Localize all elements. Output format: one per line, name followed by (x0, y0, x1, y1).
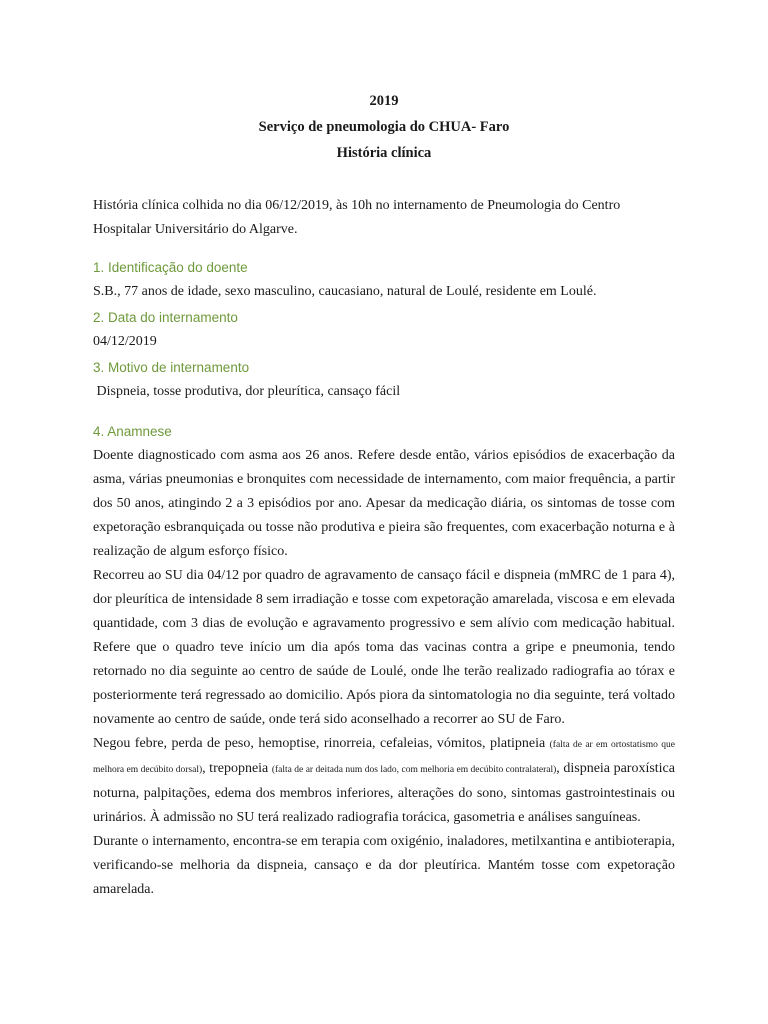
section-heading-motivo: 3. Motivo de internamento (93, 360, 250, 375)
anamnese-p3-part-e: , dispneia paroxística noturna, palpitações, edema dos membros inferiores, alterações do sono, sintomas gastrointestinais ou urinários. À admissão no SU terá realizado radiografia torácica, gasometria e análises sanguíneas. (93, 761, 675, 825)
section-text-motivo: Dispneia, tosse produtiva, dor pleurítica, cansaço fácil (93, 384, 401, 399)
anamnese-p3-part-c: , trepopneia (202, 761, 272, 776)
anamnese-paragraph-1: Doente diagnosticado com asma aos 26 anos. Refere desde então, vários episódios de exacerbação da asma, várias pneumonias e bronquites com necessidade de internamento, com maior frequência, a partir dos 50 anos, atingindo 2 a 3 episódios por ano. Apesar da medicação diária, os sintomas de tosse com expetoração esbranquiçada ou tosse não produtiva e pieira são frequentes, com exacerbação noturna e à realização de algum esforço físico. (93, 448, 675, 559)
document-service: Serviço de pneumologia do CHUA- Faro (258, 119, 510, 135)
section-text-data: 04/12/2019 (93, 334, 157, 349)
intro-paragraph: História clínica colhida no dia 06/12/2019, às 10h no internamento de Pneumologia do Centro Hospitalar Universitário do Algarve. (93, 198, 621, 237)
section-heading-identificacao: 1. Identificação do doente (93, 260, 248, 275)
anamnese-paragraph-3 (93, 732, 675, 830)
anamnese-paragraph-4: Durante o internamento, encontra-se em terapia com oxigénio, inaladores, metilxantina e antibioterapia, verificando-se melhoria da dispneia, cansaço e da dor pleutírica. Mantém tosse com expetoração amarelada. (93, 834, 675, 897)
anamnese-p3-part-a: Negou febre, perda de peso, hemoptise, rinorreia, cefaleias, vómitos, platipneia (93, 736, 550, 751)
document-title: História clínica (336, 145, 432, 161)
platipneia-note: (falta de ar em ortostatismo que melhora em decúbito dorsal) (93, 740, 675, 775)
section-heading-data: 2. Data do internamento (93, 310, 238, 325)
anamnese-paragraph-2: Recorreu ao SU dia 04/12 por quadro de agravamento de cansaço fácil e dispneia (mMRC de 1 para 4), dor pleurítica de intensidade 8 sem irradiação e tosse com expetoração amarelada, viscosa e em elevada quantidade, com 3 dias de evolução e agravamento progressivo e sem alívio com medicação habitual. Refere que o quadro teve início um dia após toma das vacinas contra a gripe e pneumonia, tendo retornado no dia seguinte ao centro de saúde de Loulé, onde lhe terão realizado radiografia ao tórax e posteriormente terá regressado ao domicilio. Após piora da sintomatologia no dia seguinte, terá voltado novamente ao centro de saúde, onde terá sido aconselhado a recorrer ao SU de Faro. (93, 568, 675, 727)
section-text-identificacao: S.B., 77 anos de idade, sexo masculino, caucasiano, natural de Loulé, residente em Loulé. (93, 284, 597, 299)
section-heading-anamnese: 4. Anamnese (93, 424, 172, 439)
document-year: 2019 (369, 93, 399, 109)
trepopneia-note: (falta de ar deitada num dos lado, com melhoria em decúbito contralateral) (271, 765, 557, 775)
